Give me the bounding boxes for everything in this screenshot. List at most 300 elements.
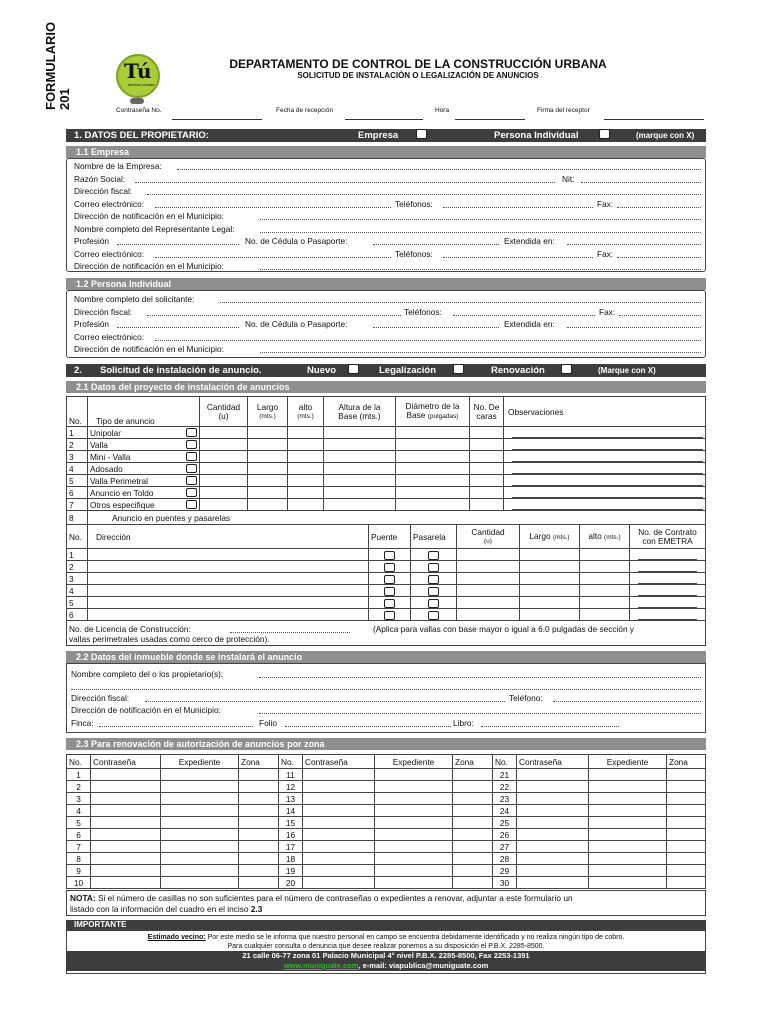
observaciones-cell[interactable] [504, 475, 706, 487]
renov-contrasena-cell[interactable] [303, 781, 375, 793]
p-alto-cell[interactable] [580, 549, 630, 561]
p-contrato-cell[interactable] [630, 573, 706, 585]
renov-contrasena-cell[interactable] [517, 769, 589, 781]
renov-expediente-cell[interactable] [161, 817, 239, 829]
legalizacion-checkbox[interactable] [453, 364, 464, 374]
logo-text: Tú [124, 59, 152, 83]
footer-web-row [66, 961, 706, 971]
anuncio-type-checkbox[interactable] [186, 464, 197, 473]
observaciones-cell[interactable] [504, 427, 706, 439]
p-prof-input[interactable] [117, 319, 239, 328]
header-largo-unit: (mts.) [259, 412, 276, 420]
p-header-largo-text: Largo [529, 530, 551, 541]
p-cantidad-cell[interactable] [457, 561, 520, 573]
p-alto-cell[interactable] [580, 609, 630, 621]
inm-dir-input[interactable] [145, 693, 505, 702]
cantidad-cell[interactable] [200, 475, 248, 487]
largo-cell[interactable] [248, 463, 288, 475]
renov-contrasena-cell[interactable] [91, 781, 161, 793]
fax-input[interactable] [617, 199, 701, 208]
pasarela-checkbox[interactable] [428, 587, 439, 596]
caras-cell[interactable] [470, 487, 504, 499]
renovacion-label: Renovación [491, 365, 545, 376]
renov-zona-cell[interactable] [667, 829, 706, 841]
renov-contrasena-cell[interactable] [91, 865, 161, 877]
p-header-pasarela: Pasarela [411, 525, 457, 549]
cedula-label: No. de Cédula o Pasaporte: [245, 236, 348, 246]
renov-h-expediente-3: Expediente [589, 755, 667, 769]
contrasena-field[interactable] [172, 119, 262, 120]
renov-contrasena-cell[interactable] [91, 805, 161, 817]
renov-zona-cell[interactable] [667, 781, 706, 793]
renov-zona-cell[interactable] [453, 769, 493, 781]
renov-zona-cell[interactable] [453, 877, 493, 889]
inm-tel-label: Teléfono: [509, 693, 543, 703]
puente-checkbox[interactable] [384, 611, 395, 620]
p-header-alto-text: alto [588, 530, 602, 541]
puente-checkbox[interactable] [384, 599, 395, 608]
renov-expediente-cell[interactable] [375, 769, 453, 781]
solicitante-input[interactable] [220, 294, 701, 303]
renov-body [67, 769, 706, 889]
renov-zona-cell[interactable] [453, 865, 493, 877]
caras-cell[interactable] [470, 499, 504, 511]
puentes-table [66, 524, 706, 621]
puente-direccion-cell[interactable] [88, 549, 369, 561]
renov-zona-cell[interactable] [239, 781, 279, 793]
renov-contrasena-cell[interactable] [517, 841, 589, 853]
inm-prop-label: Nombre completo del o los propietario(s): [71, 669, 224, 679]
renov-zona-cell[interactable] [667, 805, 706, 817]
p-cantidad-cell[interactable] [457, 609, 520, 621]
folio-input[interactable] [285, 718, 451, 727]
renov-zona-cell[interactable] [453, 781, 493, 793]
renov-no: 3 [67, 793, 91, 805]
cantidad-cell[interactable] [200, 439, 248, 451]
header-caras-unit: caras [476, 410, 497, 421]
pasarela-cell [411, 573, 457, 585]
p-dir-input[interactable] [147, 307, 401, 316]
largo-cell[interactable] [248, 499, 288, 511]
renov-contrasena-cell[interactable] [91, 877, 161, 889]
header-alto-text: alto [298, 401, 313, 412]
anuncio-type-checkbox[interactable] [186, 476, 197, 485]
renov-zona-cell[interactable] [453, 817, 493, 829]
puente-checkbox[interactable] [384, 587, 395, 596]
diametro-cell[interactable] [396, 463, 470, 475]
anuncio-no: 7 [67, 499, 88, 511]
anuncio-no: 1 [67, 427, 88, 439]
cantidad-cell[interactable] [200, 463, 248, 475]
puente-no: 2 [67, 561, 88, 573]
renov-expediente-cell[interactable] [589, 841, 667, 853]
renov-row [67, 805, 706, 817]
renov-contrasena-cell[interactable] [517, 853, 589, 865]
renov-expediente-cell[interactable] [375, 877, 453, 889]
renov-zona-cell[interactable] [453, 829, 493, 841]
renov-contrasena-cell[interactable] [517, 805, 589, 817]
renov-expediente-cell[interactable] [589, 853, 667, 865]
diametro-cell[interactable] [396, 475, 470, 487]
alto-cell[interactable] [288, 475, 324, 487]
largo-cell[interactable] [248, 475, 288, 487]
inm-tel-input[interactable] [553, 693, 701, 702]
libro-input[interactable] [481, 718, 619, 727]
anuncio-type-checkbox[interactable] [186, 440, 197, 449]
renov-expediente-cell[interactable] [375, 841, 453, 853]
renov-contrasena-cell[interactable] [517, 877, 589, 889]
p-alto-cell[interactable] [580, 597, 630, 609]
observaciones-cell[interactable] [504, 487, 706, 499]
p-contrato-cell[interactable] [630, 597, 706, 609]
renov-zona-cell[interactable] [667, 853, 706, 865]
renov-expediente-cell[interactable] [375, 853, 453, 865]
notif-label: Dirección de notificación en el Municipio: [74, 211, 224, 221]
renov-expediente-cell[interactable] [375, 805, 453, 817]
puente-checkbox[interactable] [384, 575, 395, 584]
renov-expediente-cell[interactable] [375, 781, 453, 793]
renov-expediente-cell[interactable] [589, 793, 667, 805]
section-1-title: 1. DATOS DEL PROPIETARIO: [74, 130, 209, 141]
renov-no: 23 [493, 793, 517, 805]
nota-box [66, 890, 706, 916]
nit-input[interactable] [581, 174, 701, 183]
renov-expediente-cell[interactable] [589, 817, 667, 829]
finca-input[interactable] [99, 718, 253, 727]
renov-zona-cell[interactable] [239, 769, 279, 781]
observaciones-cell[interactable] [504, 451, 706, 463]
anuncio-tipo-label: Valla [90, 439, 108, 450]
p-cantidad-cell[interactable] [457, 585, 520, 597]
profesion-input[interactable] [117, 236, 239, 245]
cantidad-cell[interactable] [200, 487, 248, 499]
observaciones-cell[interactable] [504, 499, 706, 511]
hora-field[interactable] [455, 119, 525, 120]
cantidad-cell[interactable] [200, 427, 248, 439]
p-largo-cell[interactable] [520, 609, 580, 621]
cantidad-cell[interactable] [200, 451, 248, 463]
header-diametro [396, 397, 470, 427]
alto-cell[interactable] [288, 451, 324, 463]
renov-contrasena-cell[interactable] [303, 817, 375, 829]
empresa-label: Empresa [358, 130, 399, 141]
renov-expediente-cell[interactable] [161, 793, 239, 805]
renov-contrasena-cell[interactable] [303, 841, 375, 853]
telefonos-input[interactable] [443, 199, 593, 208]
caras-cell[interactable] [470, 439, 504, 451]
p-header-puente: Puente [369, 525, 411, 549]
municipal-logo [116, 54, 160, 98]
renov-zona-cell[interactable] [239, 829, 279, 841]
renov-expediente-cell[interactable] [161, 841, 239, 853]
caras-cell[interactable] [470, 427, 504, 439]
renov-contrasena-cell[interactable] [517, 793, 589, 805]
renov-zona-cell[interactable] [239, 805, 279, 817]
renov-no: 9 [67, 865, 91, 877]
renov-expediente-cell[interactable] [161, 865, 239, 877]
renov-contrasena-cell[interactable] [303, 865, 375, 877]
p-cantidad-cell[interactable] [457, 573, 520, 585]
diametro-cell[interactable] [396, 451, 470, 463]
renov-expediente-cell[interactable] [589, 829, 667, 841]
firma-field[interactable] [604, 119, 704, 120]
renov-contrasena-cell[interactable] [303, 769, 375, 781]
profesion-label: Profesión [74, 236, 110, 246]
nuevo-label: Nuevo [307, 365, 337, 376]
section-2-1-bar [66, 381, 706, 393]
renov-expediente-cell[interactable] [161, 853, 239, 865]
renov-contrasena-cell[interactable] [303, 877, 375, 889]
puente-checkbox[interactable] [384, 551, 395, 560]
renov-zona-cell[interactable] [667, 877, 706, 889]
renov-contrasena-cell[interactable] [91, 841, 161, 853]
renov-contrasena-cell[interactable] [303, 829, 375, 841]
anuncio-type-checkbox[interactable] [186, 452, 197, 461]
renov-zona-cell[interactable] [667, 793, 706, 805]
alto-cell[interactable] [288, 487, 324, 499]
renov-expediente-cell[interactable] [161, 877, 239, 889]
renov-zona-cell[interactable] [239, 865, 279, 877]
anuncio-no: 3 [67, 451, 88, 463]
renov-no: 26 [493, 829, 517, 841]
header-largo [248, 397, 288, 427]
caras-cell[interactable] [470, 463, 504, 475]
largo-cell[interactable] [248, 451, 288, 463]
header-observaciones: Observaciones [504, 397, 706, 427]
persona-checkbox[interactable] [599, 129, 610, 139]
pasarela-checkbox[interactable] [428, 611, 439, 620]
renov-expediente-cell[interactable] [161, 829, 239, 841]
persona-box [66, 290, 706, 358]
fax2-input[interactable] [617, 249, 701, 258]
p-contrato-cell[interactable] [630, 585, 706, 597]
folio-label: Folio [259, 718, 277, 728]
inm-dir-label: Dirección fiscal: [71, 693, 130, 703]
p-contrato-cell[interactable] [630, 549, 706, 561]
renov-row [67, 769, 706, 781]
dir-fiscal-input[interactable] [147, 186, 701, 195]
p-contrato-cell[interactable] [630, 561, 706, 573]
renov-contrasena-cell[interactable] [91, 769, 161, 781]
renov-expediente-cell[interactable] [161, 781, 239, 793]
renov-zona-cell[interactable] [239, 877, 279, 889]
renov-zona-cell[interactable] [453, 805, 493, 817]
anuncio-row [67, 487, 706, 499]
contact-footer [66, 951, 706, 971]
section-1-bar [66, 129, 706, 142]
notif-input[interactable] [260, 211, 701, 220]
renov-expediente-cell[interactable] [375, 817, 453, 829]
renov-contrasena-cell[interactable] [303, 853, 375, 865]
renov-no: 6 [67, 829, 91, 841]
puente-direccion-cell[interactable] [88, 561, 369, 573]
renov-contrasena-cell[interactable] [91, 853, 161, 865]
renov-zona-cell[interactable] [239, 853, 279, 865]
largo-cell[interactable] [248, 427, 288, 439]
p-largo-cell[interactable] [520, 585, 580, 597]
header-alto-unit: (mts.) [297, 412, 314, 420]
correo-input[interactable] [155, 199, 391, 208]
p-largo-cell[interactable] [520, 549, 580, 561]
website-link[interactable]: www.muniguate.com [283, 961, 359, 970]
renov-zona-cell[interactable] [239, 793, 279, 805]
renov-contrasena-cell[interactable] [91, 793, 161, 805]
renov-contrasena-cell[interactable] [517, 865, 589, 877]
puente-direccion-cell[interactable] [88, 573, 369, 585]
extendida-input[interactable] [567, 236, 701, 245]
pasarela-checkbox[interactable] [428, 551, 439, 560]
caras-cell[interactable] [470, 475, 504, 487]
renov-no: 5 [67, 817, 91, 829]
inm-prop-input-2[interactable] [71, 681, 701, 690]
altura-cell[interactable] [324, 499, 396, 511]
anuncio-tipo [88, 487, 200, 499]
anuncio-type-checkbox[interactable] [186, 428, 197, 437]
puente-row [67, 597, 706, 609]
p-notif-input[interactable] [260, 344, 701, 353]
observaciones-cell[interactable] [504, 439, 706, 451]
renov-expediente-cell[interactable] [375, 829, 453, 841]
renov-contrasena-cell[interactable] [303, 805, 375, 817]
altura-cell[interactable] [324, 451, 396, 463]
fax-label: Fax: [597, 198, 614, 209]
p-ext-input[interactable] [567, 319, 701, 328]
altura-cell[interactable] [324, 487, 396, 499]
renov-zona-cell[interactable] [453, 853, 493, 865]
diametro-cell[interactable] [396, 487, 470, 499]
renov-expediente-cell[interactable] [589, 877, 667, 889]
altura-cell[interactable] [324, 475, 396, 487]
p-alto-cell[interactable] [580, 561, 630, 573]
section-2-hint: (Marque con X) [598, 366, 656, 375]
diametro-cell[interactable] [396, 499, 470, 511]
puente-direccion-cell[interactable] [88, 609, 369, 621]
renov-contrasena-cell[interactable] [91, 817, 161, 829]
pasarela-cell [411, 585, 457, 597]
largo-cell[interactable] [248, 487, 288, 499]
renov-row [67, 865, 706, 877]
correo2-label: Correo electrónico: [74, 248, 145, 259]
rep-input[interactable] [260, 224, 701, 233]
anuncio-tipo-label: Anuncio en Toldo [90, 487, 154, 498]
p-largo-cell[interactable] [520, 597, 580, 609]
renovacion-checkbox[interactable] [561, 364, 572, 374]
correo2-input[interactable] [155, 249, 391, 258]
razon-input[interactable] [135, 174, 555, 183]
cantidad-cell[interactable] [200, 499, 248, 511]
puente-checkbox[interactable] [384, 563, 395, 572]
renov-no: 29 [493, 865, 517, 877]
header-altura-unit: Base (mts.) [338, 410, 381, 421]
importante-text-2: Para cualquier consulta o denuncia que desee realizar ponemos a su disposición el P.B.X. 2285-8500. [227, 943, 545, 950]
inm-prop-input[interactable] [259, 669, 701, 678]
logo-subtext: servicio ciudad [128, 82, 155, 87]
p-cantidad-cell[interactable] [457, 597, 520, 609]
altura-cell[interactable] [324, 427, 396, 439]
pasarela-cell [411, 597, 457, 609]
p-largo-cell[interactable] [520, 573, 580, 585]
renov-zona-cell[interactable] [453, 841, 493, 853]
legalizacion-label: Legalización [379, 365, 437, 376]
renov-expediente-cell[interactable] [589, 769, 667, 781]
licencia-input[interactable] [230, 624, 350, 633]
renov-expediente-cell[interactable] [375, 865, 453, 877]
anuncio-type-checkbox[interactable] [186, 488, 197, 497]
form-label-text: FORMULARIO [43, 21, 58, 110]
telefonos2-input[interactable] [443, 249, 593, 258]
puente-direccion-cell[interactable] [88, 597, 369, 609]
pasarela-cell [411, 561, 457, 573]
notif2-input[interactable] [260, 261, 701, 270]
renov-contrasena-cell[interactable] [517, 781, 589, 793]
renov-contrasena-cell[interactable] [91, 829, 161, 841]
p-alto-cell[interactable] [580, 585, 630, 597]
caras-cell[interactable] [470, 451, 504, 463]
alto-cell[interactable] [288, 439, 324, 451]
alto-cell[interactable] [288, 427, 324, 439]
renov-zona-cell[interactable] [453, 793, 493, 805]
pasarela-checkbox[interactable] [428, 575, 439, 584]
renov-expediente-cell[interactable] [589, 805, 667, 817]
puentes-header-row [67, 525, 706, 549]
p-alto-cell[interactable] [580, 573, 630, 585]
renov-contrasena-cell[interactable] [517, 817, 589, 829]
renov-zona-cell[interactable] [667, 769, 706, 781]
puente-direccion-cell[interactable] [88, 585, 369, 597]
altura-cell[interactable] [324, 439, 396, 451]
renov-header-row [67, 755, 706, 769]
section-2-num: 2. [74, 365, 82, 376]
altura-cell[interactable] [324, 463, 396, 475]
p-correo-input[interactable] [155, 332, 701, 341]
empresa-nombre-input[interactable] [177, 161, 701, 170]
largo-cell[interactable] [248, 439, 288, 451]
empresa-checkbox[interactable] [416, 129, 427, 139]
renov-zona-cell[interactable] [239, 841, 279, 853]
fecha-field[interactable] [345, 119, 423, 120]
renov-zona-cell[interactable] [239, 817, 279, 829]
renov-expediente-cell[interactable] [589, 781, 667, 793]
renov-expediente-cell[interactable] [589, 865, 667, 877]
p-largo-cell[interactable] [520, 561, 580, 573]
p-cedula-input[interactable] [373, 319, 499, 328]
cedula-input[interactable] [373, 236, 499, 245]
alto-cell[interactable] [288, 463, 324, 475]
p-cantidad-cell[interactable] [457, 549, 520, 561]
diametro-cell[interactable] [396, 439, 470, 451]
renov-contrasena-cell[interactable] [303, 793, 375, 805]
p-contrato-cell[interactable] [630, 609, 706, 621]
puente-cell [369, 597, 411, 609]
pasarela-checkbox[interactable] [428, 563, 439, 572]
nuevo-checkbox[interactable] [348, 364, 359, 374]
observaciones-cell[interactable] [504, 463, 706, 475]
renov-expediente-cell[interactable] [161, 769, 239, 781]
renov-zona-cell[interactable] [667, 817, 706, 829]
renov-zona-cell[interactable] [667, 865, 706, 877]
renov-zona-cell[interactable] [667, 841, 706, 853]
inm-notif-input[interactable] [259, 705, 701, 714]
pasarela-checkbox[interactable] [428, 599, 439, 608]
p-tel-input[interactable] [453, 307, 595, 316]
renov-expediente-cell[interactable] [161, 805, 239, 817]
p-fax-input[interactable] [619, 307, 701, 316]
anuncio-type-checkbox[interactable] [186, 500, 197, 509]
renov-contrasena-cell[interactable] [517, 829, 589, 841]
alto-cell[interactable] [288, 499, 324, 511]
diametro-cell[interactable] [396, 427, 470, 439]
renov-expediente-cell[interactable] [375, 793, 453, 805]
